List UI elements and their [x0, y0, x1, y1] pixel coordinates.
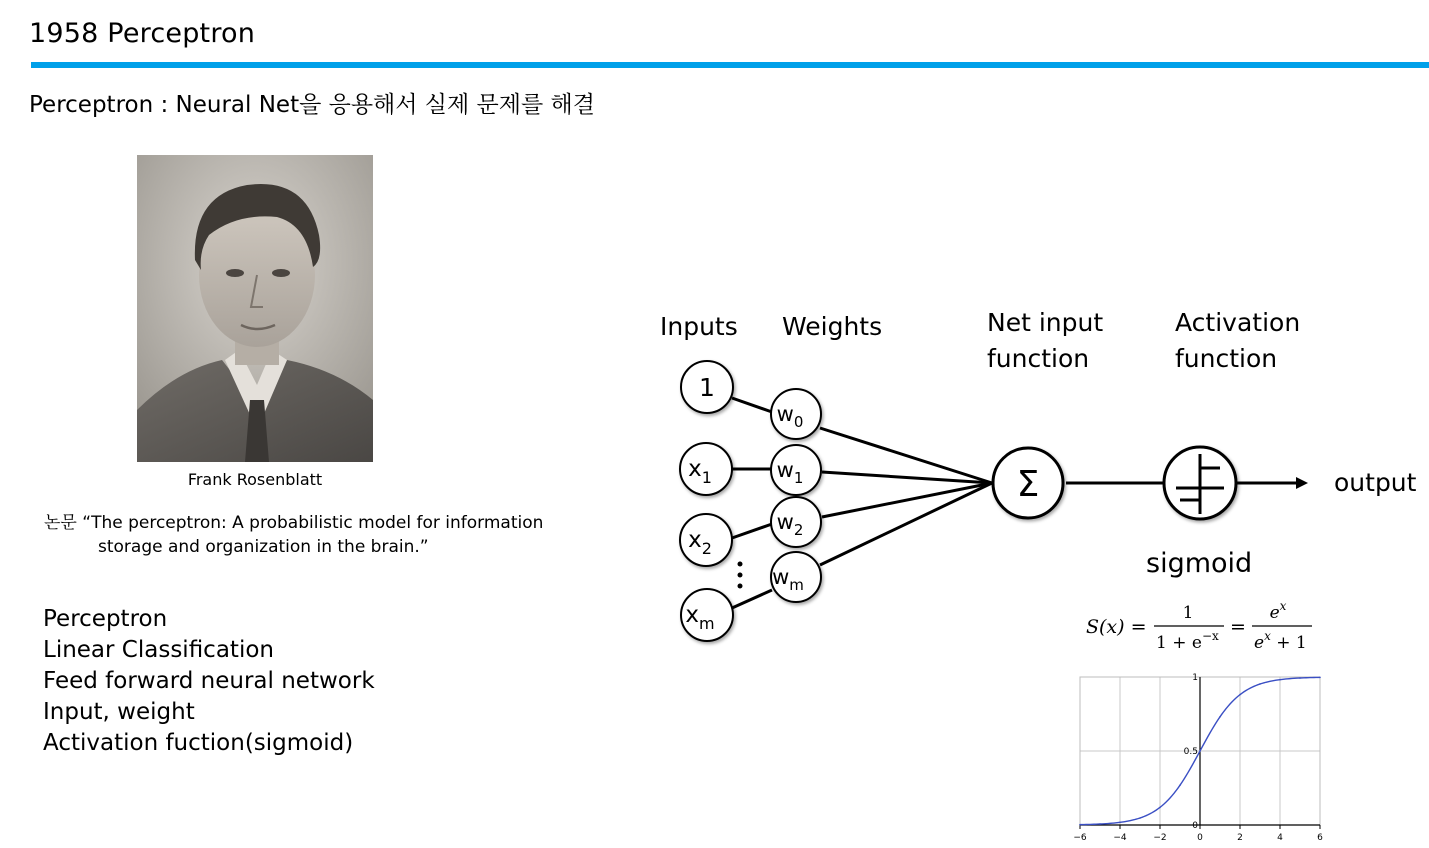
- weight-node-label: $w_m$: [772, 565, 804, 594]
- keyword-item: Input, weight: [43, 699, 195, 725]
- data-point: [1239, 694, 1241, 696]
- input-node-label: 1: [699, 373, 715, 402]
- connection-line: [732, 398, 772, 412]
- formula-denominator-1: $1 + e^{-x}$: [1156, 629, 1219, 653]
- output-label: output: [1334, 468, 1417, 497]
- header-act-line2: function: [1175, 344, 1278, 373]
- x-tick-label: −2: [1153, 833, 1167, 843]
- header-weights: Weights: [782, 312, 883, 341]
- data-point: [1199, 750, 1201, 752]
- paper-reference: [44, 511, 543, 559]
- y-tick-label: 0.5: [1183, 747, 1198, 757]
- data-point: [1099, 823, 1101, 825]
- paper-title-line1: “The perceptron: A probabilistic model for information: [82, 513, 544, 533]
- input-node-label: $x_2$: [688, 527, 712, 558]
- x-tick-label: −6: [1073, 833, 1087, 843]
- connection-line: [732, 590, 772, 608]
- sigmoid-label: sigmoid: [1146, 548, 1253, 579]
- formula-equals: =: [1230, 616, 1246, 638]
- arrow-head-icon: [1296, 477, 1308, 489]
- header-net-line1: Net input: [987, 308, 1104, 337]
- perceptron-diagram: [640, 290, 1429, 650]
- page-title: 1958 Perceptron: [29, 18, 256, 49]
- x-tick-label: 2: [1237, 833, 1243, 843]
- weight-node-label: $w_2$: [776, 510, 804, 539]
- keyword-item: Feed forward neural network: [43, 668, 375, 694]
- data-point: [1139, 817, 1141, 819]
- connection-line: [822, 483, 992, 517]
- data-point: [1119, 822, 1121, 824]
- keyword-list: [43, 604, 375, 759]
- paper-prefix: 논문: [44, 513, 77, 533]
- y-tick-label: 0: [1192, 821, 1198, 831]
- sum-symbol: Σ: [1016, 464, 1040, 505]
- header-net-line2: function: [987, 344, 1090, 373]
- data-point: [1279, 679, 1281, 681]
- formula-numerator-2: $e^x$: [1269, 600, 1287, 623]
- x-tick-label: 0: [1197, 833, 1203, 843]
- data-point: [1319, 677, 1321, 679]
- x-tick-label: 6: [1317, 833, 1323, 843]
- header-act-line1: Activation: [1175, 308, 1301, 337]
- keyword-item: Perceptron: [43, 606, 168, 632]
- page-subtitle: Perceptron : Neural Net을 응용해서 실제 문제를 해결: [29, 92, 595, 118]
- data-point: [1299, 677, 1301, 679]
- formula-denominator-2: $e^x + 1$: [1254, 629, 1307, 653]
- data-point: [1259, 683, 1261, 685]
- connection-line: [732, 524, 772, 538]
- photo-caption: Frank Rosenblatt: [187, 470, 323, 489]
- data-point: [1159, 807, 1161, 809]
- input-node-label: $x_1$: [688, 456, 712, 487]
- header-inputs: Inputs: [660, 312, 738, 341]
- data-point: [1079, 824, 1081, 826]
- title-underline: [31, 62, 1429, 68]
- input-node-label: $x_m$: [685, 602, 715, 633]
- ellipsis-icon: [738, 562, 743, 589]
- weight-node-label: $w_1$: [776, 458, 804, 487]
- formula-numerator-1: 1: [1182, 603, 1194, 623]
- x-tick-label: 4: [1277, 833, 1283, 843]
- sigmoid-chart: [1068, 668, 1338, 846]
- connection-line: [820, 483, 992, 565]
- x-tick-label: −4: [1113, 833, 1127, 843]
- keyword-item: Linear Classification: [43, 637, 274, 663]
- keyword-item: Activation fuction(sigmoid): [43, 730, 354, 756]
- data-point: [1219, 716, 1221, 718]
- y-tick-label: 1: [1192, 673, 1198, 683]
- paper-title-line2: storage and organization in the brain.”: [98, 537, 429, 557]
- weight-node-label: $w_0$: [776, 402, 804, 431]
- portrait-photo: [137, 155, 373, 462]
- data-point: [1179, 784, 1181, 786]
- sigmoid-formula: [1082, 600, 1322, 660]
- formula-lhs: S(x) =: [1086, 616, 1147, 638]
